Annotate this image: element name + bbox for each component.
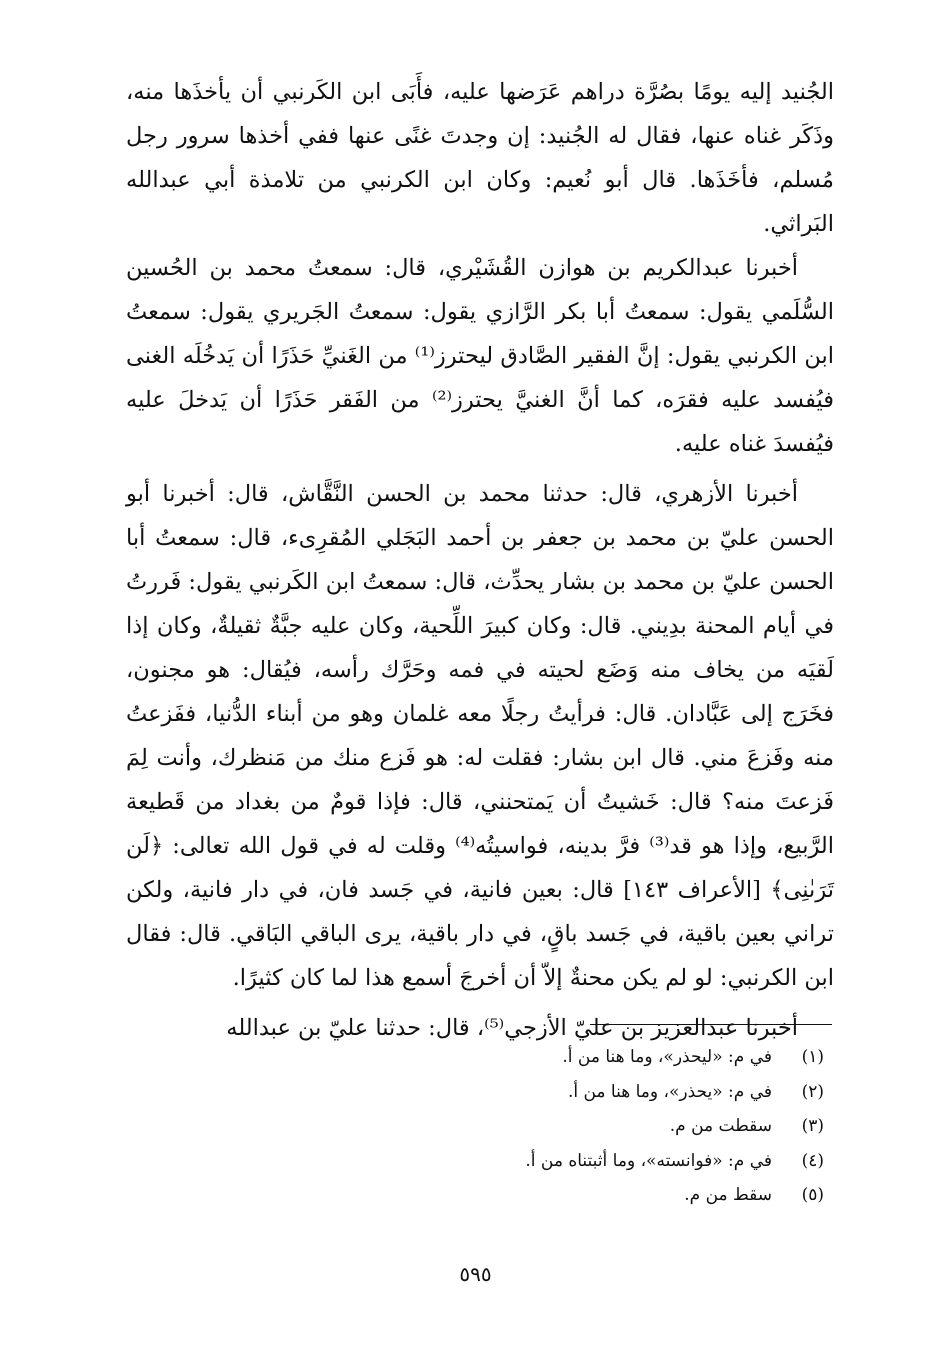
footnote-number: (١)	[801, 1047, 824, 1067]
footnote-item	[300, 1040, 832, 1075]
footnote-item	[300, 1109, 832, 1144]
footnote-text: سقط من م.	[684, 1185, 772, 1205]
paragraph-2: أخبرنا عبدالكريم بن هوازن القُشَيْري، قال: سمعتُ محمد بن الحُسين السُّلَمي يقول: سمعتُ أبا بكر الرَّازي يقول: سمعتُ الجَريري يقول: سمعتُ ابن الكرنبي يقول: إنَّ الفقير الصَّادق ليحترز⁽¹⁾ من الغَنيِّ حَذَرًا أن يَدخُلَه الغنى فيُفسد عليه فقرَه، كما أنَّ الغنيَّ يحترز⁽²⁾ من الفَقر حَذَرًا أن يَدخلَ عليه فيُفسدَ غناه عليه.	[126, 255, 834, 457]
footnote-number: (٥)	[801, 1185, 824, 1205]
footnote-text: في م: «يحذر»، وما هنا من أ.	[567, 1081, 772, 1102]
footnote-divider	[590, 1024, 832, 1025]
footnote-text: في م: «ليحذر»، وما هنا من أ.	[562, 1047, 772, 1067]
paragraph-3: أخبرنا الأزهري، قال: حدثنا محمد بن الحسن النَّقَّاش، قال: أخبرنا أبو الحسن عليّ بن محمد بن جعفر بن أحمد البَجَلي المُقرِىء، قال: سمعتُ أبا الحسن عليّ بن محمد بن بشار يحدِّث، قال: سمعتُ ابن الكَرنبي يقول: فَررتُ في أيام المحنة بدِيني. قال: وكان كبيرَ اللِّحية، وكان عليه جبَّةٌ ثقيلةٌ، وكان إذا لَقيَه من يخاف منه وَضَع لحيته في فمه وحَرَّك رأسه، فيُقال: هو مجنون، فخَرَج إلى عَبَّادان. قال: فرأيتُ رجلًا معه غلمان وهو من أبناء الدُّنيا، ففَزعتُ منه وفَزعَ مني. قال ابن بشار: فقلت له: هو فَزع منك من مَنظرك، وأنت لِمَ فَزعتَ منه؟ قال: خَشيتُ أن يَمتحنني، قال: فإذا قومٌ من بغداد من قَطيعة الرَّبيع، وإذا هو قد⁽³⁾ فرَّ بدينه، فواسيتُه⁽⁴⁾ وقلت له في قول الله تعالى: ﴿لَن تَرَىٰنِى﴾ [الأعراف ١٤٣] قال: بعين فانية، في جَسد فان، في دار فانية، ولكن تراني بعين باقية، في جَسد باقٍ، في دار باقية، يرى الباقي البَاقي. قال: فقال ابن الكرنبي: لو لم يكن محنةٌ إلاّ أن أخرجَ أسمع هذا لما كان كثيرًا.	[126, 481, 834, 991]
footnote-number: (٤)	[801, 1150, 824, 1171]
page-number: ٥٩٥	[459, 1262, 492, 1286]
footnote-item	[300, 1144, 832, 1179]
footnote-number: (٢)	[801, 1081, 824, 1102]
footnote-item	[300, 1178, 832, 1213]
footnote-item	[300, 1075, 832, 1110]
paragraph-4: أخبرنا عبدالعزيز بن عليّ الأزجي⁽⁵⁾، قال: حدثنا عليّ بن عبدالله	[226, 1015, 798, 1041]
main-text	[126, 70, 834, 1050]
footnotes-list	[300, 1040, 832, 1213]
footnote-text: في م: «فوانسته»، وما أثبتناه من أ.	[525, 1150, 772, 1171]
footnote-text: سقطت من م.	[669, 1116, 772, 1136]
footnote-number: (٣)	[801, 1116, 824, 1136]
paragraph-1: الجُنيد إليه يومًا بصُرَّة دراهم عَرَضها عليه، فأَبَى ابن الكَرنبي أن يأخذَها منه، وذَكَر غناه عنها، فقال له الجُنيد: إن وجدتَ غنًى عنها ففي أخذها سرور رجل مُسلم، فأخَذَها. قال أبو نُعيم: وكان ابن الكرنبي من تلامذة أبي عبدالله البَراثي.	[126, 79, 834, 237]
